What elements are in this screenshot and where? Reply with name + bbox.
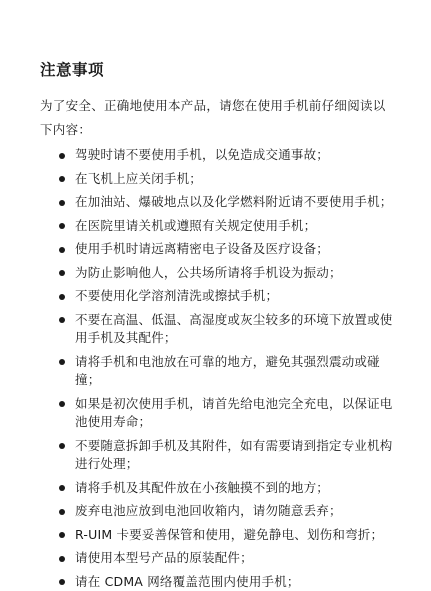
list-item [40, 217, 393, 236]
list-item-text: 废弃电池应放到电池回收箱内，请勿随意丢弃； [75, 503, 342, 518]
bullet-icon [59, 294, 65, 300]
list-item [40, 395, 393, 432]
list-item [40, 193, 393, 212]
list-item-text: 在飞机上应关闭手机； [75, 171, 202, 186]
list-item-text: 在医院里请关机或遵照有关规定使用手机； [75, 218, 316, 233]
bullet-icon [59, 579, 65, 585]
intro-paragraph: 为了安全、正确地使用本产品，请您在使用手机前仔细阅读以下内容： [40, 94, 393, 142]
list-item [40, 502, 393, 521]
bullet-icon [59, 223, 65, 229]
bullet-icon [59, 556, 65, 562]
bullet-icon [59, 443, 65, 449]
bullet-icon [59, 200, 65, 206]
list-item-text: 请使用本型号产品的原装配件； [75, 550, 253, 565]
list-item-text: 不要使用化学溶剂清洗或擦拭手机； [75, 288, 278, 303]
list-item-text: 如果是初次使用手机，请首先给电池完全充电，以保证电池使用寿命； [75, 396, 393, 430]
list-item [40, 264, 393, 283]
list-item-text: 请将手机及其配件放在小孩触摸不到的地方； [75, 480, 329, 495]
list-item [40, 479, 393, 498]
list-item [40, 526, 393, 545]
list-item [40, 240, 393, 259]
bullet-icon [59, 317, 65, 323]
bullet-icon [59, 270, 65, 276]
bullet-icon [59, 401, 65, 407]
bullet-icon [59, 153, 65, 159]
list-item-text: 请在 CDMA 网络覆盖范围内使用手机； [75, 574, 300, 589]
precautions-list [40, 146, 393, 591]
list-item-text: R-UIM 卡要妥善保管和使用，避免静电、划伤和弯折； [75, 527, 383, 542]
list-item-text: 不要在高温、低温、高湿度或灰尘较多的环境下放置或使用手机及其配件； [75, 312, 393, 346]
bullet-icon [59, 485, 65, 491]
list-item [40, 146, 393, 165]
list-item [40, 170, 393, 189]
bullet-icon [59, 247, 65, 253]
list-item [40, 287, 393, 306]
list-item-text: 使用手机时请远离精密电子设备及医疗设备； [75, 241, 329, 256]
list-item-text: 为防止影响他人，公共场所请将手机设为振动； [75, 265, 342, 280]
list-item [40, 311, 393, 348]
list-item-text: 请将手机和电池放在可靠的地方，避免其强烈震动或碰撞； [75, 354, 380, 388]
list-item-text: 不要随意拆卸手机及其附件，如有需要请到指定专业机构进行处理； [75, 438, 393, 472]
list-item [40, 549, 393, 568]
list-item [40, 353, 393, 390]
bullet-icon [59, 532, 65, 538]
list-item [40, 437, 393, 474]
bullet-icon [59, 509, 65, 515]
bullet-icon [59, 359, 65, 365]
list-item-text: 在加油站、爆破地点以及化学燃料附近请不要使用手机； [75, 194, 393, 209]
list-item-text: 驾驶时请不要使用手机，以免造成交通事故； [75, 147, 329, 162]
page-title: 注意事项 [40, 60, 393, 80]
bullet-icon [59, 176, 65, 182]
list-item [40, 573, 393, 591]
